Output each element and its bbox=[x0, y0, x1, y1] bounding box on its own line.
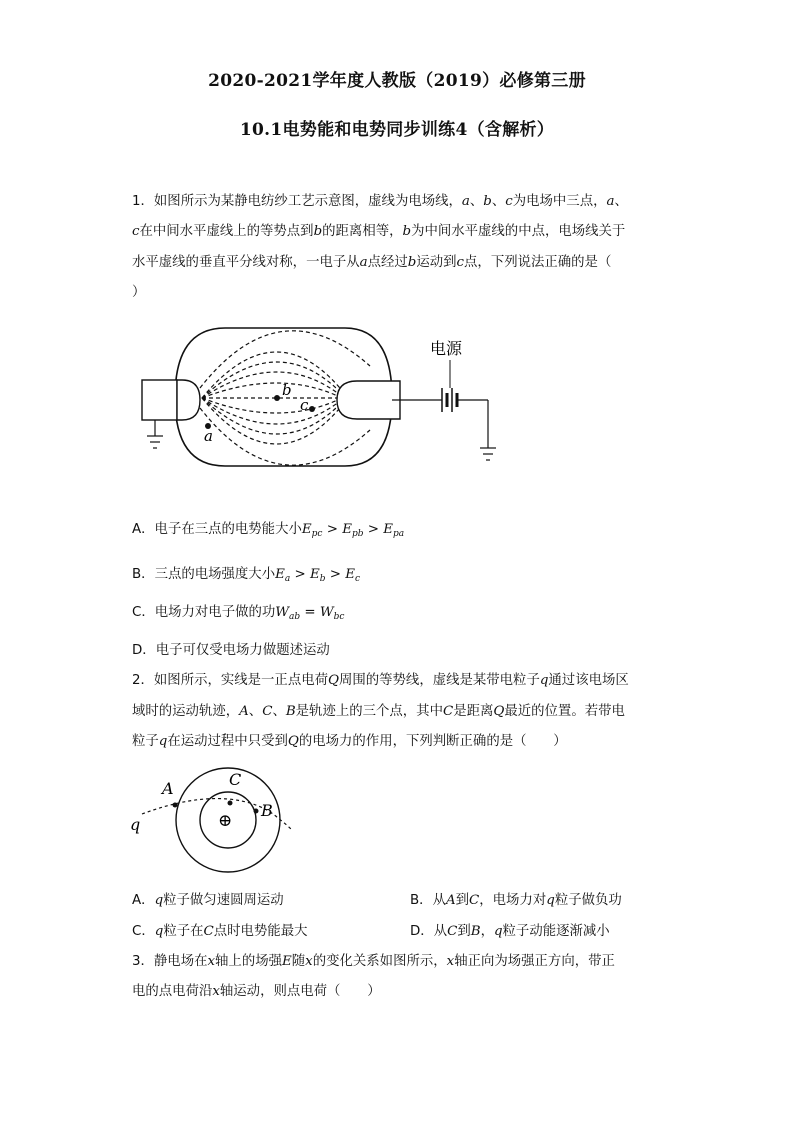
right-electrode bbox=[337, 381, 400, 419]
subscript: b bbox=[319, 574, 326, 584]
q2-text: 周围的等势线，虚线是某带电粒子 bbox=[338, 673, 540, 688]
subscript: pc bbox=[311, 529, 323, 539]
var-Q: Q bbox=[328, 673, 339, 688]
q3-text: 轴正向为场强正方向，带正 bbox=[454, 954, 615, 969]
var-C: C bbox=[442, 704, 454, 719]
var-q: q bbox=[158, 734, 168, 749]
q2-text: 的电场力的作用，下列判断正确的是（ ） bbox=[298, 734, 567, 749]
point-C bbox=[228, 801, 233, 806]
q1-text: 点，下列说法正确的是（ bbox=[464, 255, 612, 270]
var-C: C bbox=[469, 893, 480, 908]
q1-stem-line3 bbox=[132, 253, 672, 273]
q1-option-b[interactable] bbox=[132, 563, 360, 584]
separator: 、 bbox=[614, 194, 628, 209]
subscript: a bbox=[284, 574, 291, 584]
var-C: C bbox=[262, 704, 273, 719]
page-subtitle: 10.1电势能和电势同步训练4（含解析） bbox=[239, 120, 555, 140]
option-text: 粒子做匀速圆周运动 bbox=[163, 893, 284, 908]
q3-text: 轴运动，则点电荷（ ） bbox=[219, 984, 381, 999]
separator: 、 bbox=[248, 704, 263, 719]
operator: = bbox=[300, 605, 320, 620]
var-b: b bbox=[483, 194, 492, 209]
label-a: a bbox=[204, 427, 213, 445]
subscript: bc bbox=[333, 612, 345, 622]
option-text: 到 bbox=[455, 893, 470, 908]
q2-option-a[interactable] bbox=[132, 889, 284, 908]
left-electrode-cap bbox=[177, 380, 200, 420]
var-A: A bbox=[445, 893, 456, 908]
q2-stem-line2 bbox=[132, 702, 672, 722]
var-q: q bbox=[154, 924, 164, 939]
q3-text: 的变化关系如图所示， bbox=[312, 954, 447, 969]
q2-text: 域时的运动轨迹， bbox=[132, 704, 240, 719]
subscript: ab bbox=[289, 612, 301, 622]
q2-text: 2．如图所示，实线是一正点电荷 bbox=[132, 673, 328, 688]
option-text: C．电场力对电子做的功 bbox=[132, 605, 276, 620]
q3-text: 轴上的场强 bbox=[215, 954, 282, 969]
q2-text: 是距离 bbox=[453, 704, 494, 719]
q2-text: 在运动过程中只受到 bbox=[167, 734, 288, 749]
var-q: q bbox=[539, 673, 549, 688]
var-c: c bbox=[456, 255, 465, 270]
point-b bbox=[274, 395, 280, 401]
separator: 、 bbox=[469, 194, 484, 209]
var-c: c bbox=[505, 194, 513, 209]
math-symbol: E bbox=[342, 522, 352, 537]
math-symbol: W bbox=[319, 605, 334, 620]
q3-text: 随 bbox=[291, 954, 306, 969]
var-E: E bbox=[282, 954, 292, 969]
var-A: A bbox=[239, 704, 249, 719]
q1-option-c[interactable] bbox=[132, 601, 344, 622]
label-c: c bbox=[300, 396, 309, 414]
q3-text: 电的点电荷沿 bbox=[132, 984, 213, 999]
option-text: 到 bbox=[457, 924, 471, 939]
point-A bbox=[173, 803, 178, 808]
q1-stem-line1 bbox=[132, 192, 672, 212]
option-text: B．从 bbox=[410, 893, 446, 908]
q1-text: 在中间水平虚线上的等势点到 bbox=[139, 224, 314, 239]
page-title: 2020-2021学年度人教版（2019）必修第三册 bbox=[208, 71, 586, 91]
q1-stem-line2 bbox=[132, 222, 672, 242]
q2-figure-equipotential bbox=[130, 766, 310, 876]
option-text: ，电场力对 bbox=[479, 893, 547, 908]
separator: 、 bbox=[272, 704, 286, 719]
option-text: ， bbox=[480, 924, 494, 939]
q2-text: 最近的位置。若带电 bbox=[504, 704, 625, 719]
q2-option-d[interactable] bbox=[410, 920, 610, 939]
q2-option-c[interactable] bbox=[132, 920, 307, 939]
q1-text: 的距离相等， bbox=[322, 224, 403, 239]
separator: 、 bbox=[491, 194, 506, 209]
subscript: pb bbox=[351, 529, 364, 539]
point-c bbox=[309, 406, 315, 412]
q1-text: 运动到 bbox=[416, 255, 457, 270]
q1-figure-electrospinning bbox=[130, 326, 510, 476]
power-label: 电源 bbox=[430, 339, 463, 358]
label-C: C bbox=[229, 770, 242, 789]
option-text: 粒子做负功 bbox=[554, 893, 622, 908]
operator: > bbox=[290, 567, 310, 582]
label-b: b bbox=[282, 381, 292, 399]
positive-charge-icon: ⊕ bbox=[218, 811, 233, 831]
label-B: B bbox=[261, 801, 273, 820]
q2-text: 粒子 bbox=[132, 734, 159, 749]
q1-text: 1．如图所示为某静电纺纱工艺示意图，虚线为电场线， bbox=[132, 194, 462, 209]
var-b: b bbox=[313, 224, 323, 239]
q3-stem-line1 bbox=[132, 952, 672, 972]
q1-option-a[interactable] bbox=[132, 518, 404, 539]
option-text: A．电子在三点的电势能大小 bbox=[132, 522, 302, 537]
operator: > bbox=[363, 522, 384, 537]
var-b: b bbox=[407, 255, 417, 270]
q1-text: 水平虚线的垂直平分线对称，一电子从 bbox=[132, 255, 360, 270]
option-text: C． bbox=[132, 924, 155, 939]
operator: > bbox=[325, 567, 346, 582]
q2-option-b[interactable] bbox=[410, 889, 622, 908]
var-x: x bbox=[212, 984, 220, 999]
option-text: 粒子动能逐渐减小 bbox=[502, 924, 610, 939]
q1-option-d[interactable]: D．电子可仅受电场力做题述运动 bbox=[132, 643, 330, 658]
var-q: q bbox=[546, 893, 555, 908]
subscript: c bbox=[355, 574, 361, 584]
var-a: a bbox=[461, 194, 470, 209]
var-q: q bbox=[154, 893, 164, 908]
var-q: q bbox=[493, 924, 503, 939]
subscript: pa bbox=[393, 529, 405, 539]
q3-text: 3．静电场在 bbox=[132, 954, 208, 969]
var-a: a bbox=[359, 255, 368, 270]
point-B bbox=[254, 809, 259, 814]
option-text: 点时电势能最大 bbox=[213, 924, 308, 939]
q1-stem-line4: ） bbox=[132, 285, 146, 300]
q1-text: 为中间水平虚线的中点，电场线关于 bbox=[411, 224, 626, 239]
q2-stem-line1 bbox=[132, 671, 672, 691]
var-C: C bbox=[203, 924, 214, 939]
q3-stem-line2 bbox=[132, 982, 672, 1002]
var-a: a bbox=[606, 194, 615, 209]
option-text: A． bbox=[132, 893, 155, 908]
var-x: x bbox=[207, 954, 216, 969]
option-text: 粒子在 bbox=[163, 924, 204, 939]
var-B: B bbox=[470, 924, 481, 939]
var-B: B bbox=[285, 704, 296, 719]
q2-stem-line3 bbox=[132, 732, 672, 752]
option-text: D．从 bbox=[410, 924, 448, 939]
label-A: A bbox=[162, 779, 174, 798]
math-symbol: W bbox=[275, 605, 290, 620]
math-symbol: E bbox=[383, 522, 394, 537]
var-x: x bbox=[446, 954, 455, 969]
var-b: b bbox=[402, 224, 412, 239]
math-symbol: E bbox=[345, 567, 356, 582]
math-symbol: E bbox=[309, 567, 320, 582]
var-c: c bbox=[132, 224, 140, 239]
var-Q: Q bbox=[287, 734, 299, 749]
math-symbol: E bbox=[275, 567, 285, 582]
option-text: B．三点的电场强度大小 bbox=[132, 567, 276, 582]
q2-text: 是轨迹上的三个点，其中 bbox=[295, 704, 443, 719]
var-C: C bbox=[447, 924, 458, 939]
operator: > bbox=[322, 522, 343, 537]
var-Q: Q bbox=[493, 704, 505, 719]
q1-text: 点经过 bbox=[367, 255, 408, 270]
q1-text: 为电场中三点， bbox=[512, 194, 607, 209]
q2-text: 通过该电场区 bbox=[548, 673, 629, 688]
var-x: x bbox=[305, 954, 313, 969]
math-symbol: E bbox=[301, 522, 312, 537]
left-electrode bbox=[142, 380, 177, 420]
label-q: q bbox=[130, 815, 141, 834]
